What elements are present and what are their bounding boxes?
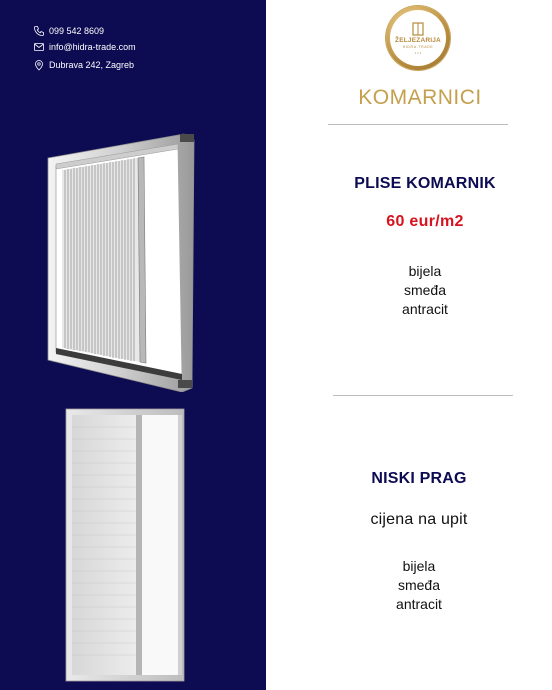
logo-name: ŽELJEZARIJA	[395, 36, 441, 44]
color-option: bijela	[408, 263, 442, 279]
divider-top	[328, 124, 508, 125]
contact-phone[interactable]	[33, 25, 104, 37]
product-price-plise: 60 eur/m2	[386, 213, 464, 230]
contact-email[interactable]	[33, 41, 136, 53]
divider-middle	[333, 395, 513, 396]
product-colors-plise	[300, 262, 550, 319]
color-option: bijela	[402, 558, 436, 574]
color-option: smeđa	[403, 282, 447, 298]
logo-dots: • • •	[414, 49, 422, 55]
phone-text: 099 542 8609	[49, 26, 105, 36]
color-option: antracit	[396, 596, 442, 612]
logo-door-icon	[410, 22, 426, 36]
email-text: info@hidra-trade.com	[49, 42, 136, 52]
product-title-plise: PLISE KOMARNIK	[354, 175, 496, 192]
plise-window-image	[44, 130, 196, 392]
address-text: Dubrava 242, Zagreb	[49, 60, 135, 70]
page-title: KOMARNICI	[358, 86, 482, 109]
product-title-niski-prag: NISKI PRAG	[371, 470, 467, 487]
logo-subtitle: HIDRA-TRADE	[402, 44, 434, 49]
color-option: antracit	[402, 301, 448, 317]
phone-icon	[33, 25, 45, 37]
mail-icon	[33, 41, 45, 53]
location-pin-icon	[33, 59, 45, 71]
color-option: smeđa	[397, 577, 441, 593]
product-price-niski-prag: cijena na upit	[370, 511, 468, 528]
brand-logo	[386, 6, 450, 70]
niski-prag-door-image	[62, 407, 190, 683]
product-colors-niski-prag	[294, 557, 544, 614]
contact-address[interactable]	[33, 59, 134, 71]
